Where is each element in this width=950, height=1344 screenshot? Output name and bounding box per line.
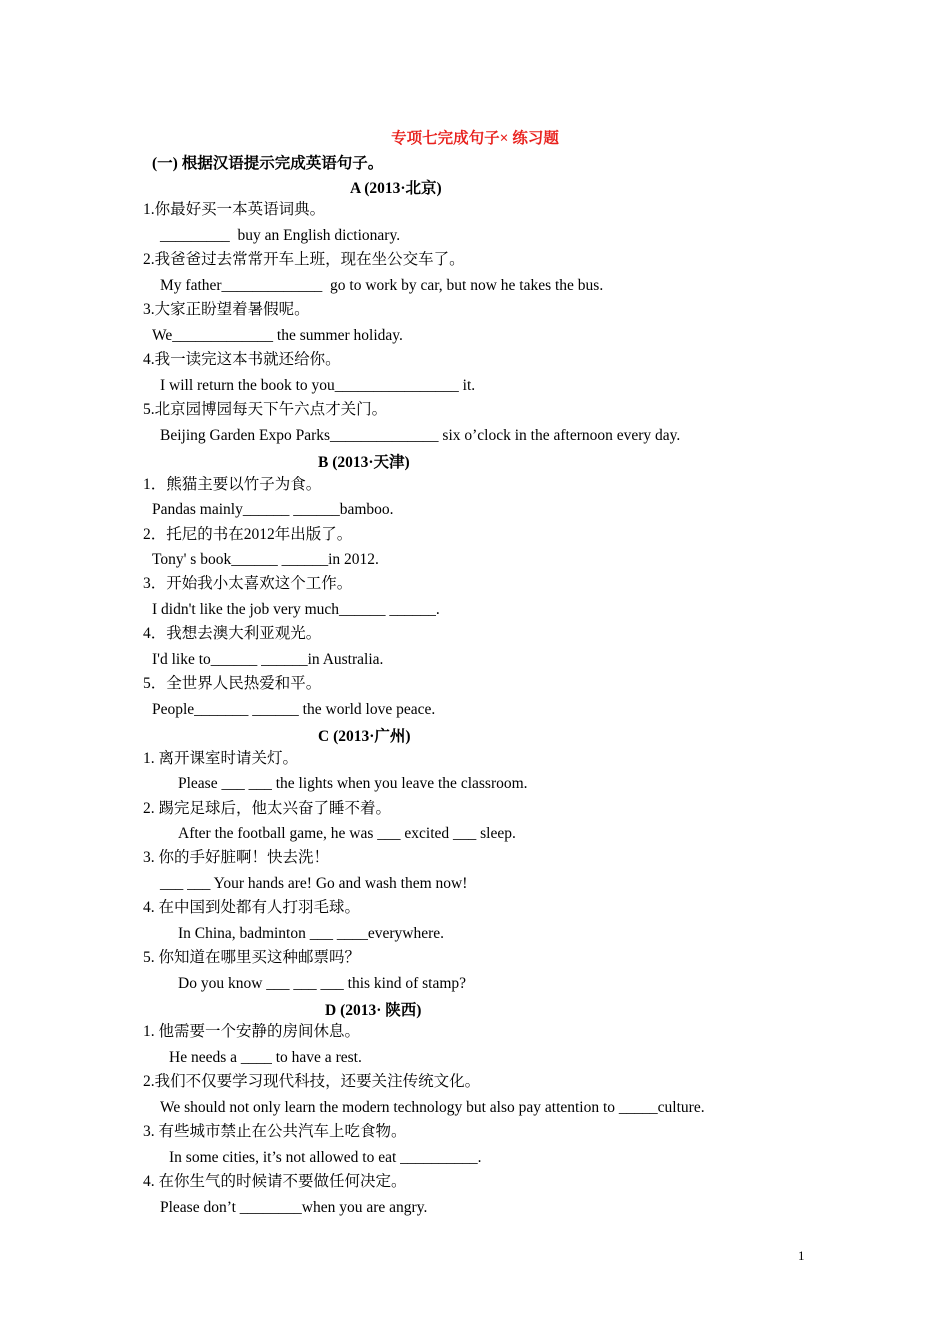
b-item-2-zh: 2．托尼的书在2012年出版了。	[143, 526, 353, 543]
a-item-5-zh: 5.北京园博园每天下午六点才关门。	[143, 401, 388, 418]
section-c-heading: C (2013·广州)	[318, 728, 411, 745]
d-item-1-zh: 1. 他需要一个安静的房间休息。	[143, 1023, 361, 1040]
a-item-1-zh: 1.你最好买一本英语词典。	[143, 201, 326, 218]
d-item-4-en: Please don’t ________when you are angry.	[160, 1199, 428, 1216]
c-item-5-zh: 5. 你知道在哪里买这种邮票吗？	[143, 949, 361, 966]
d-item-2-zh: 2.我们不仅要学习现代科技，还要关注传统文化。	[143, 1073, 481, 1090]
a-item-3-en: We_____________ the summer holiday.	[152, 327, 403, 344]
b-item-3-en: I didn't like the job very much______ ______.	[152, 601, 440, 618]
d-item-4-zh: 4. 在你生气的时候请不要做任何决定。	[143, 1173, 407, 1190]
d-item-2-en: We should not only learn the modern technology but also pay attention to _____culture.	[160, 1099, 705, 1116]
c-item-1-en: Please ___ ___ the lights when you leave the classroom.	[178, 775, 528, 792]
a-item-2-en: My father_____________ go to work by car, but now he takes the bus.	[160, 277, 604, 294]
section-b-heading: B (2013·天津)	[318, 454, 410, 471]
c-item-3-zh: 3. 你的手好脏啊！快去洗！	[143, 849, 330, 866]
a-item-1-en: _________ buy an English dictionary.	[160, 227, 401, 244]
b-item-4-en: I'd like to______ ______in Australia.	[152, 651, 384, 668]
d-item-1-en: He needs a ____ to have a rest.	[169, 1049, 362, 1066]
a-item-2-zh: 2.我爸爸过去常常开车上班，现在坐公交车了。	[143, 251, 465, 268]
b-item-5-en: People_______ ______ the world love peace.	[152, 701, 436, 718]
a-item-4-en: I will return the book to you________________ it.	[160, 377, 476, 394]
c-item-2-zh: 2. 踢完足球后，他太兴奋了睡不着。	[143, 800, 392, 817]
b-item-5-zh: 5．全世界人民热爱和平。	[143, 675, 322, 692]
b-item-3-zh: 3．开始我小太喜欢这个工作。	[143, 575, 353, 592]
c-item-4-zh: 4. 在中国到处都有人打羽毛球。	[143, 899, 361, 916]
section-d-heading: D (2013· 陕西)	[325, 1002, 422, 1019]
a-item-5-en: Beijing Garden Expo Parks______________ six o’clock in the afternoon every day.	[160, 427, 681, 444]
c-item-5-en: Do you know ___ ___ ___ this kind of stamp?	[178, 975, 467, 992]
d-item-3-zh: 3. 有些城市禁止在公共汽车上吃食物。	[143, 1123, 407, 1140]
page-number: 1	[798, 1248, 805, 1263]
b-item-1-zh: 1．熊猫主要以竹子为食。	[143, 476, 322, 493]
a-item-4-zh: 4.我一读完这本书就还给你。	[143, 351, 341, 368]
c-item-3-en: ___ ___ Your hands are! Go and wash them now!	[160, 875, 468, 892]
c-item-4-en: In China, badminton ___ ____everywhere.	[178, 925, 445, 942]
b-item-2-en: Tony' s book______ ______in 2012.	[152, 551, 379, 568]
document-title: 专项七完成句子× 练习题	[391, 130, 559, 147]
a-item-3-zh: 3.大家正盼望着暑假呢。	[143, 301, 310, 318]
section-a-heading: A (2013·北京)	[350, 180, 442, 197]
part-heading: (一) 根据汉语提示完成英语句子。	[152, 155, 384, 172]
c-item-1-zh: 1. 离开课室时请关灯。	[143, 750, 299, 767]
c-item-2-en: After the football game, he was ___ excited ___ sleep.	[178, 825, 516, 842]
b-item-4-zh: 4．我想去澳大利亚观光。	[143, 625, 322, 642]
d-item-3-en: In some cities, it’s not allowed to eat __________.	[169, 1149, 482, 1166]
b-item-1-en: Pandas mainly______ ______bamboo.	[152, 501, 394, 518]
